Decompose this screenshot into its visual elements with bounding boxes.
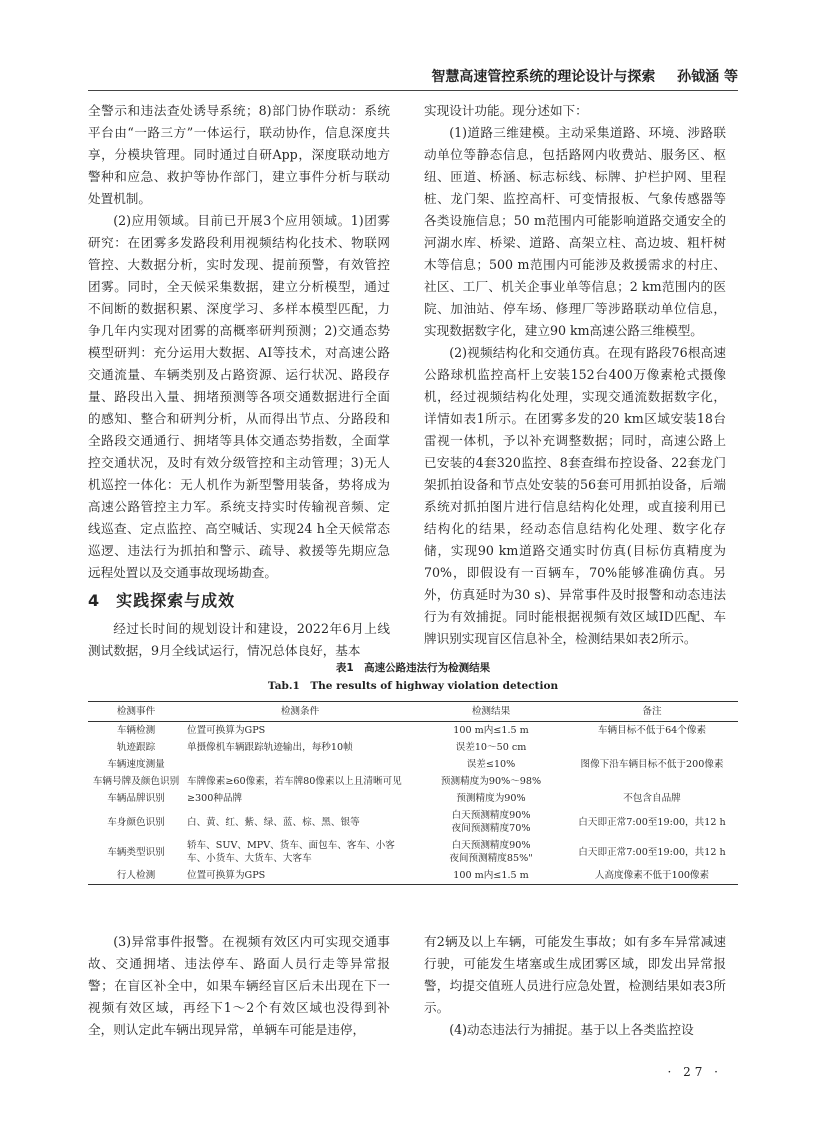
table-cell-condition: 白、黄、红、紫、绿、蓝、棕、黑、银等	[187, 816, 360, 828]
page-number: · 27 ·	[667, 1065, 722, 1079]
paragraph: (4)动态违法行为捕捉。基于以上各类监控设	[449, 1022, 694, 1037]
right-column-bottom	[424, 931, 726, 1041]
table-cell-result: 误差10～50 cm	[455, 742, 527, 753]
paragraph: (2)应用领域。目前已开展3个应用领域。1)团雾研究：在团雾多发路段利用视频结构化技术、物联网管控、大数据分析，实时发现、提前预警，有效管控团雾。同时，全天候采集数据，建立分析模型，通过不间断的数据积累、深度学习、多样本模型匹配，力争几年内实现对团雾的高概率研判预测；2)交通态势模型研判：充分运用大数据、AI等技术，对高速公路交通流量、车辆类别及占路资源、运行状况、路段存量、路段出入量、拥堵预测等各项交通数据进行全面的感知、整合和研判分析，从而得出节点、分路段和全路段交通通行、拥堵等具体交通态势指数，全面掌控交通状况，及时有效分级管控和主动管理；3)无人机巡控一体化：无人机作为新型警用装备，势将成为高速公路管控主力军。系统支持实时传输视音频、定线巡查、定点监控、高空喊话、实现24 h全天候常态巡逻、违法行为抓拍和警示、疏导、救援等先期应急远程处置以及交通事故现场勘查。	[88, 213, 390, 580]
section-title: 实践探索与成效	[116, 591, 236, 610]
table-cell-note: 白天即正常7:00至19:00，共12 h	[578, 816, 726, 828]
table-header-row	[88, 702, 738, 722]
table-cell-event: 车辆速度测量	[107, 759, 165, 770]
paragraph: 全警示和违法查处诱导系统；8)部门协作联动：系统平台由“一路三方”一体运行，联动协作，信息深度共享，分模块管理。同时通过自研App，深度联动地方警种和应急、救护等协作部门，建立事件分析与联动处置机制。	[88, 103, 390, 206]
paragraph: (2)视频结构化和交通仿真。在现有路段76根高速公路球机监控高杆上安装152台400万像素枪式摄像机，经过视频结构化处理，实现交通流数据数字化，详情如表1所示。在团雾多发的20 km区域安装18台雷视一体机，予以补充调整数据；同时，高速公路上已安装的4套320监控、8套查缉布控设备、22套龙门架抓拍设备和节点处安装的56套可用抓拍设备，后端系统对抓拍图片进行信息结构化处理，或直接利用已结构化的结果，经动态信息结构化处理、数字化存储，实现90 km道路交通实时仿真(目标仿真精度为70%，即假设有一百辆车，70%能够准确仿真。另外，仿真延时为30 s)、异常事件及时报警和动态违法行为有效捕捉。同时能根据视频有效区域ID匹配、车牌识别实现盲区信息补全，检测结果如表2所示。	[424, 345, 726, 646]
table-cell-event: 车辆类型识别	[107, 846, 165, 858]
table-caption-cn: 表1 高速公路违法行为检测结果	[335, 662, 491, 674]
table-row	[88, 722, 738, 740]
table-cell-note	[566, 739, 738, 756]
paragraph: 实现设计功能。现分述如下：	[424, 103, 588, 118]
table-cell-result: 白天预测精度90% 夜间预测精度70%	[451, 810, 531, 834]
table-cell-event: 车辆检测	[116, 725, 156, 736]
paragraph: 经过长时间的规划设计和建设，2022年6月上线测试数据，9月全线试运行，情况总体良好，基本	[88, 621, 390, 658]
table-row	[88, 837, 738, 867]
paragraph: (3)异常事件报警。在视频有效区内可实现交通事故、交通拥堵、违法停车、路面人员行走等异常报警；在盲区补全中，如果车辆经盲区后未出现在下一视频有效区域，再经下1～2个有效区域也没得到补全，则认定此车辆出现异常，单辆车可能是违停，	[88, 934, 390, 1037]
table-cell-event: 车身颜色识别	[107, 816, 165, 828]
results-table	[88, 701, 738, 885]
table-cell-note: 车辆目标不低于64个像素	[597, 725, 707, 736]
table-row	[88, 773, 738, 790]
table-row	[88, 807, 738, 837]
table-cell-condition: 轿车、SUV、MPV、货车、面包车、客车、小客车、小货车、大货车、大客车	[187, 840, 395, 864]
column-header: 检测结果	[416, 702, 566, 722]
header-rule	[88, 90, 738, 91]
table-cell-condition: 位置可换算为GPS	[184, 867, 416, 885]
table-1	[88, 659, 738, 885]
table-row	[88, 867, 738, 885]
section-heading	[88, 590, 390, 612]
table-cell-event: 轨迹跟踪	[116, 742, 156, 753]
table-cell-result: 100 m内≤1.5 m	[416, 867, 566, 885]
table-cell-condition: 车牌像素≥60像素，若车牌80像素以上且清晰可见	[187, 776, 402, 787]
table-cell-condition: ≥300种品牌	[187, 793, 243, 804]
table-row	[88, 790, 738, 807]
table-cell-event: 车辆号牌及颜色识别	[92, 776, 180, 787]
table-cell-note: 不包含自品牌	[623, 793, 681, 804]
table-cell-condition	[184, 756, 416, 773]
left-column-bottom	[88, 931, 390, 1041]
table-cell-event: 车辆品牌识别	[107, 793, 165, 804]
table-cell-result: 预测精度为90%	[456, 793, 526, 804]
column-header: 备注	[566, 702, 738, 722]
table-cell-note: 白天即正常7:00至19:00，共12 h	[578, 846, 726, 858]
running-header	[88, 66, 738, 88]
table-cell-note	[566, 773, 738, 790]
header-title: 智慧高速管控系统的理论设计与探索	[431, 69, 656, 85]
table-cell-event: 行人检测	[88, 867, 184, 885]
table-caption-en: Tab.1 The results of highway violation detection	[267, 680, 559, 692]
left-column-top	[88, 100, 390, 662]
table-cell-condition: 单摄像机车辆跟踪轨迹输出，每秒10帧	[187, 742, 353, 753]
right-column-top	[424, 100, 726, 650]
table-row	[88, 756, 738, 773]
table-cell-result: 100 m内≤1.5 m	[453, 725, 529, 736]
table-cell-result: 白天预测精度90% 夜间预测精度85%"	[449, 840, 533, 864]
column-header: 检测事件	[88, 702, 184, 722]
table-cell-result: 预测精度为90%～98%	[440, 776, 542, 787]
table-cell-condition: 位置可换算为GPS	[187, 725, 266, 736]
paragraph: 有2辆及以上车辆，可能发生事故；如有多车异常减速行驶，可能发生堵塞或生成团雾区域，即发出异常报警，均提交值班人员进行应急处置，检测结果如表3所示。	[424, 934, 726, 1015]
table-cell-result: 误差≤10%	[466, 759, 516, 770]
section-number: 4	[88, 591, 101, 610]
table-row	[88, 739, 738, 756]
paragraph: (1)道路三维建模。主动采集道路、环境、涉路联动单位等静态信息，包括路网内收费站、服务区、枢纽、匝道、桥涵、标志标线、标牌、护栏护网、里程桩、龙门架、监控高杆、可变情报板、气象传感器等各类设施信息；50 m范围内可能影响道路交通安全的河湖水库、桥梁、道路、高架立柱、高边坡、粗杆树木等信息；500 m范围内可能涉及救援需求的村庄、社区、工厂、机关企事业单等信息；2 km范围内的医院、加油站、停车场、修理厂等涉路联动单位信息，实现数据数字化，建立90 km高速公路三维模型。	[424, 125, 726, 338]
column-header: 检测条件	[184, 702, 416, 722]
table-cell-note: 人高度像素不低于100像素	[566, 867, 738, 885]
table-cell-note: 图像下沿车辆目标不低于200像素	[580, 759, 724, 770]
header-authors: 孙钺涵 等	[677, 69, 738, 85]
